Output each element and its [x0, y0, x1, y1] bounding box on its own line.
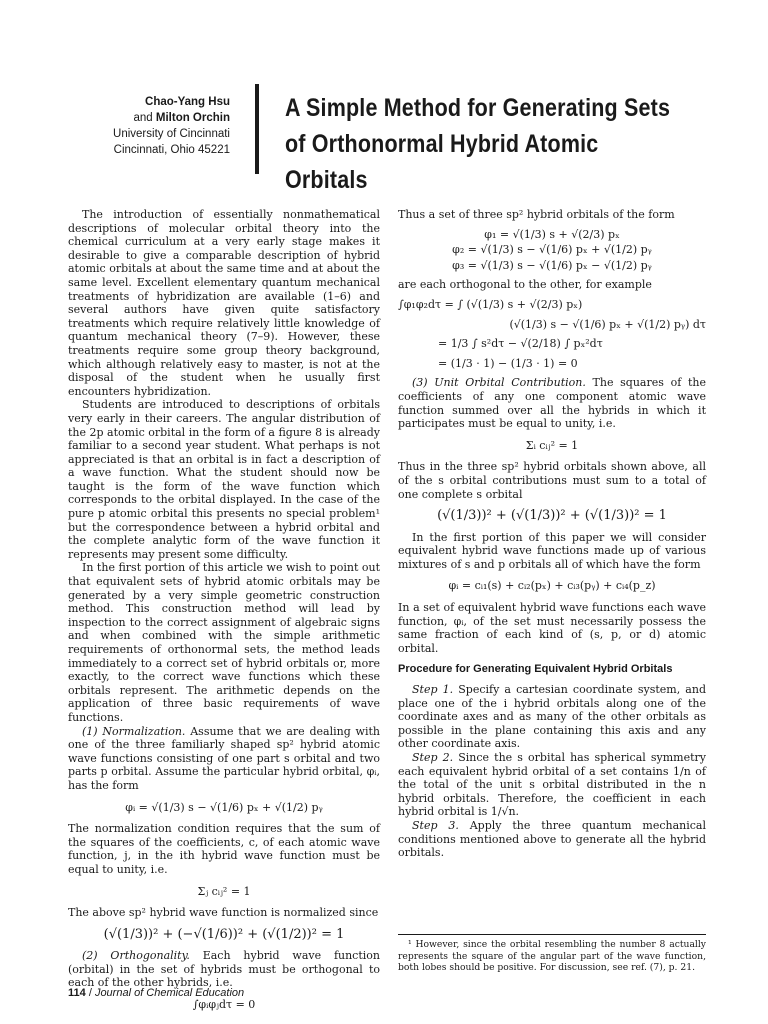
equation-unit-sum: Σᵢ cᵢⱼ² = 1 [525, 438, 579, 452]
and-word: and [133, 112, 153, 124]
normalization-heading: (1) Normalization. [82, 724, 186, 738]
paragraph-intro: The introduction of essentially nonmathematical descriptions of molecular orbital theory into the chemical curriculum at a very early stage makes it desirable to give a comparable description of hybrid atomic orbitals at about the same time and at about the same level. Excellent elementary quantum mechanical treatments of hybridization are available (1–6) and several authors have given quite satisfactory treatments which require relatively little knowledge of quantum mechanical theory (7–9). However, these treatments require some group theory background, which although relatively easy to master, is not at the disposal of the student when he usually first encounters hybridization. [68, 208, 380, 398]
title-line-1: A Simple Method for Generating Sets [285, 94, 671, 122]
title-line-2: of Orthonormal Hybrid Atomic Orbitals [285, 130, 599, 194]
equation-overlap-line1: ∫φ₁φ₂dτ = ∫ (√(1/3) s + √(2/3) pₓ) [398, 297, 583, 311]
paragraph-unit-contribution: (3) Unit Orbital Contribution. The squares of the coefficients of any one component atomic wave function summed over all the hybrids in which it participates must be equal to unity, i.e. [398, 376, 706, 431]
step3-label: Step 3. [412, 818, 459, 832]
footnote-rule [398, 934, 706, 935]
paragraph-orthogonal-example: are each orthogonal to the other, for example [398, 278, 652, 292]
unit-contribution-heading: (3) Unit Orbital Contribution. [412, 376, 586, 390]
paragraph-normalization-condition: The normalization condition requires that the sum of the squares of the coefficients, c, of each atomic wave function, j, in the ith hybrid wave function must be equal to unity, i.e. [68, 822, 380, 876]
right-column [398, 208, 706, 860]
equation-s-sum: (√(1/3))² + (√(1/3))² + (√(1/3))² = 1 [437, 508, 667, 524]
affiliation-1: University of Cincinnati [113, 128, 230, 140]
section-heading-procedure: Procedure for Generating Equivalent Hybrid Orbitals [398, 663, 673, 676]
equation-hybrid-form: φᵢ = √(1/3) s − √(1/6) pₓ + √(1/2) pᵧ [125, 800, 323, 814]
page-footer [68, 987, 244, 999]
paragraph-equivalent-hybrids: In the first portion of this paper we will consider equivalent hybrid wave functions made up of various mixtures of s and p orbitals all of which have the form [398, 530, 706, 571]
paragraph-same-fraction: In a set of equivalent hybrid wave functions each wave function, φᵢ, of the set must necessarily possess the same fraction of each kind of (s, p, or d) atomic orbital. [398, 601, 706, 655]
paragraph-step1: Step 1. Specify a cartesian coordinate system, and place one of the i hybrid orbitals along one of the coordinate axes and as many of the other orbitals as possible in the plane containing this axis and any other coordinate axis. [398, 683, 706, 751]
equation-phi1: φ₁ = √(1/3) s + √(2/3) pₓ [484, 227, 620, 241]
affiliation-2: Cincinnati, Ohio 45221 [113, 144, 230, 156]
author-1: Chao-Yang Hsu [145, 96, 230, 108]
paragraph-set-of-three: Thus a set of three sp² hybrid orbitals of the form [398, 208, 675, 221]
author-block [70, 94, 230, 158]
paragraph-step3: Step 3. Apply the three quantum mechanical conditions mentioned above to generate all the hybrid orbitals. [398, 818, 707, 860]
left-column [68, 208, 380, 1020]
equation-phi3: φ₃ = √(1/3) s − √(1/6) pₓ − √(1/2) pᵧ [452, 258, 652, 272]
orthogonality-heading: (2) Orthogonality. [82, 949, 190, 963]
equation-normalization-check: (√(1/3))² + (−√(1/6))² + (√(1/2))² = 1 [103, 926, 345, 942]
equation-phi2: φ₂ = √(1/3) s − √(1/6) pₓ + √(1/2) pᵧ [452, 243, 652, 257]
step1-label: Step 1. [412, 683, 454, 697]
page-number: 114 [68, 987, 86, 999]
paragraph-orthogonality: (2) Orthogonality. Each hybrid wave function (orbital) in the set of hybrids must be orthogonal to each of the other hybrids, i.e. [68, 949, 380, 990]
paragraph-normalization: (1) Normalization. Assume that we are dealing with one of the three familiarly shaped sp² hybrid atomic wave functions consisting of one part s orbital and two parts p orbital. Assume the particular hybrid orbital, φᵢ, has the form [68, 724, 380, 792]
article-title [285, 90, 681, 198]
paragraph-first-portion: In the first portion of this article we wish to point out that equivalent sets of hybrid atomic orbitals may be generated by a very simple geometric construction method. This construction method will lead by inspection to the correct assignment of algebraic signs and when combined with the simple arithmetic requirements of orthonormal sets, the method leads immediately to a correct set of hybrid orbitals or, more exactly, to the correct wave functions which these orbitals represent. The arithmetic depends on the application of three basic requirements of wave functions. [68, 561, 380, 724]
step2-label: Step 2. [412, 751, 454, 764]
paragraph-step2: Step 2. Since the s orbital has spherical symmetry each equivalent hybrid orbital of a set contains 1/n of the total of the unit s orbital distributed in the n hybrid orbitals. Therefore, the coefficient in each hybrid orbital is 1/√n. [398, 751, 707, 819]
footnote [398, 939, 706, 974]
equation-orthogonality-integral: ∫φᵢφⱼdτ = 0 [192, 998, 256, 1012]
footnote-text: ¹ However, since the orbital resembling the number 8 actually represents the square of the angular part of the wave function, both lobes should be positive. For discussion, see ref. (7), p. 21. [398, 939, 706, 973]
paragraph-s-contributions: Thus in the three sp² hybrid orbitals shown above, all of the s orbital contributions must sum to a total of one complete s orbital [398, 460, 706, 501]
equation-overlap-line2: (√(1/3) s − √(1/6) pₓ + √(1/2) pᵧ) dτ [509, 317, 706, 331]
title-divider [255, 84, 259, 174]
equation-overlap-line3: = 1/3 ∫ s²dτ − √(2/18) ∫ pₓ²dτ [438, 337, 603, 351]
equation-general-form: φᵢ = cᵢ₁(s) + cᵢ₂(pₓ) + cᵢ₃(pᵧ) + cᵢ₄(p_z) [448, 579, 656, 593]
journal-name: Journal of Chemical Education [94, 987, 245, 999]
author-2: Milton Orchin [155, 112, 230, 124]
equation-normalization-sum: Σⱼ cᵢⱼ² = 1 [197, 884, 251, 898]
paragraph-normalized-since: The above sp² hybrid wave function is normalized since [68, 906, 379, 920]
equation-overlap-line4: = (1/3 · 1) − (1/3 · 1) = 0 [438, 356, 578, 370]
footer-separator: / [88, 987, 92, 999]
paragraph-students: Students are introduced to descriptions of orbitals very early in their careers. The angular distribution of the 2p atomic orbital in the form of a figure 8 is already familiar to a second year student. What perhaps is not appreciated is that an orbital is in fact a description of a wave function. What the student should now be taught is the form of the wave function which corresponds to the orbital displayed. In the case of the pure p atomic orbital this presents no special problem¹ but the correspondence between a hybrid orbital and the complete analytic form of the wave function it represents may present some difficulty. [68, 398, 380, 561]
